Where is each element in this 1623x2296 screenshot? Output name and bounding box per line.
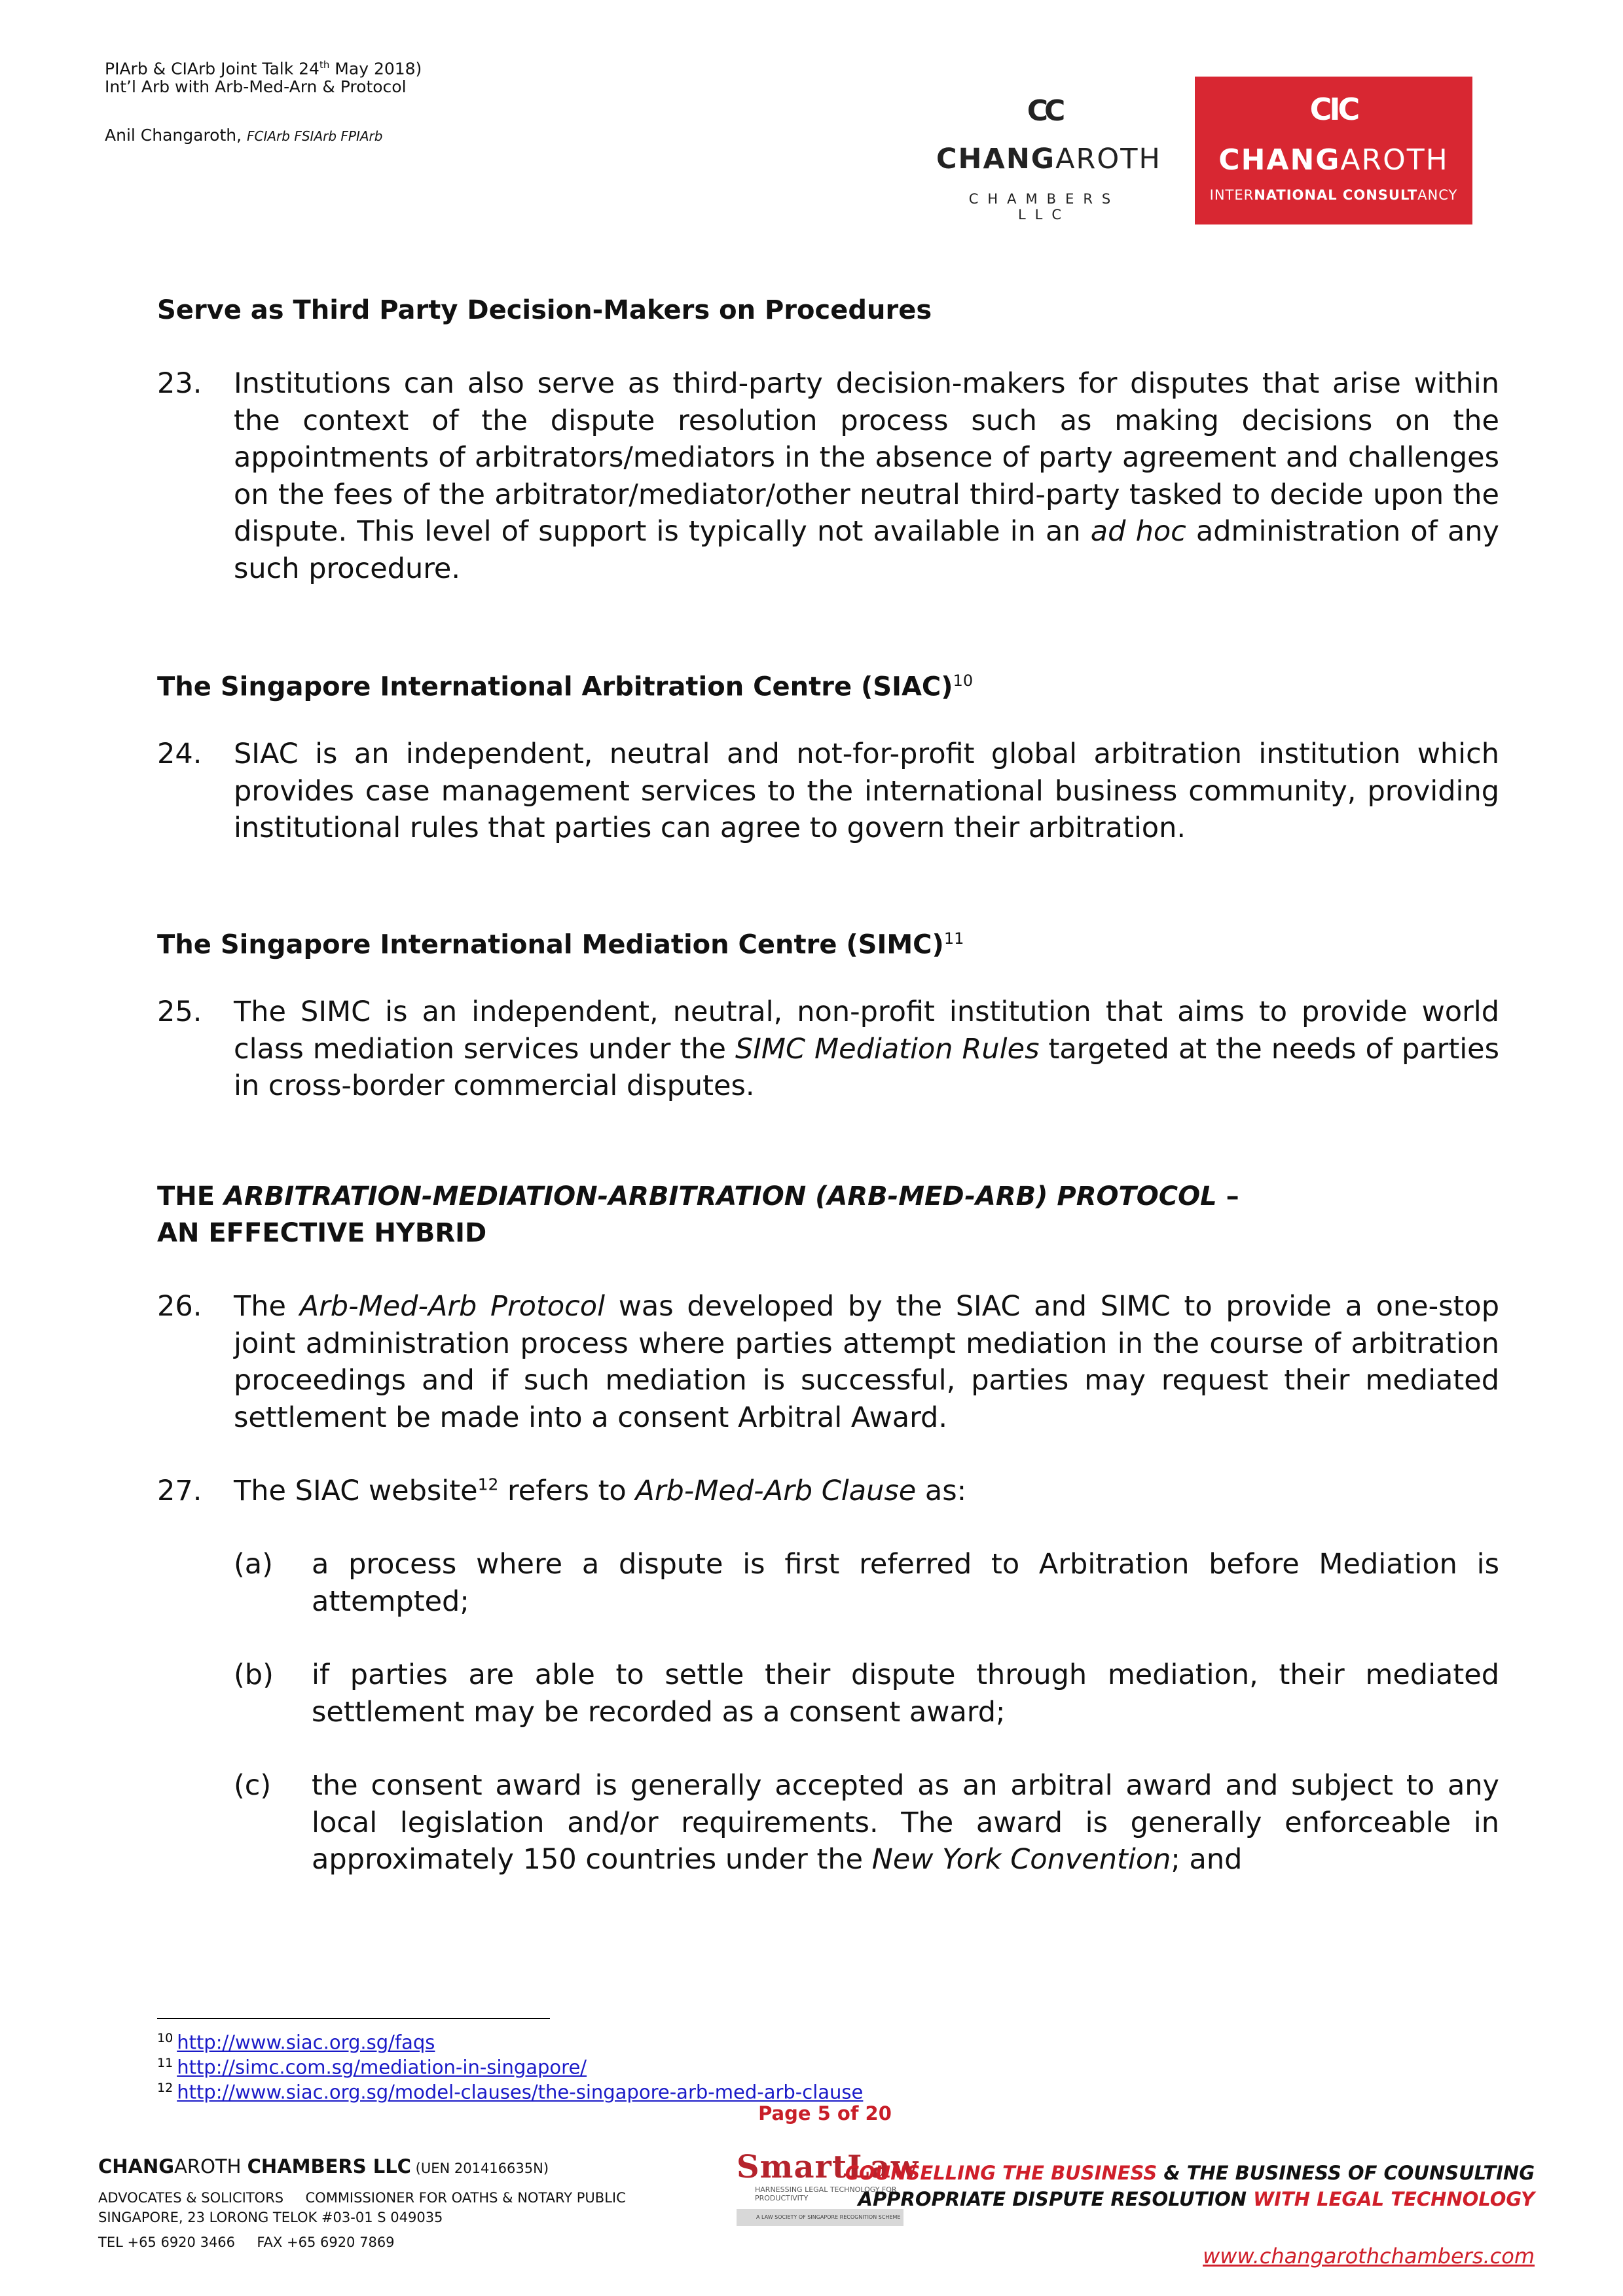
logo-mark-icon: CIC	[1309, 92, 1358, 127]
footnote-10: $^{10}$ http://www.siac.org.sg/faqs	[157, 2031, 435, 2054]
smartlaw-badge: SmartLaw HARNESSING LEGAL TECHNOLOGY FOR PRODUCTIVITY A LAW SOCIETY OF SINGAPORE RECOGNITION SCHEME	[737, 2149, 903, 2248]
paragraph-27: 27. The SIAC website$^{12}$ refers to Arb-Med-Arb Clause as:	[157, 1475, 967, 1507]
footnote-11: $^{11}$ http://simc.com.sg/mediation-in-singapore/	[157, 2056, 587, 2079]
list-item-a: (a) a process where a dispute is first referred to Arbitration before Mediation is attempted;	[234, 1548, 1499, 1618]
logo-mark-icon: CC	[1027, 94, 1062, 128]
footnote-link[interactable]: http://www.siac.org.sg/model-clauses/the-singapore-arb-med-arb-clause	[177, 2081, 864, 2104]
footer-contact: TEL +65 6920 3466 FAX +65 6920 7869	[98, 2234, 395, 2250]
header-event-line: PIArb & CIArb Joint Talk 24th May 2018)	[105, 59, 422, 79]
header-author-line: Anil Changaroth, FCIArb FSIArb FPIArb	[105, 126, 383, 145]
footnote-divider	[157, 2018, 550, 2019]
footer-address: SINGAPORE, 23 LORONG TELOK #03-01 S 049035	[98, 2210, 443, 2225]
paragraph-25: 25. The SIMC is an independent, neutral, non-profit institution that aims to provide world class mediation services under the SIMC Mediation Rules targeted at the needs of parties in cross-border commercial disputes.	[157, 996, 1500, 1102]
footer-firm-name: CHANGAROTH CHAMBERS LLC (UEN 201416635N)	[98, 2155, 549, 2178]
changaroth-consultancy-logo: CIC CHANGAROTH INTERNATIONAL CONSULTANCY	[1195, 77, 1472, 224]
footer-website-link[interactable]: www.changarothchambers.com	[1203, 2244, 1535, 2269]
section-heading-simc: The Singapore International Mediation Centre (SIMC)$^{11}$	[157, 929, 964, 960]
footnote-link[interactable]: http://www.siac.org.sg/faqs	[177, 2031, 435, 2054]
footer-slogan-2: APPROPRIATE DISPUTE RESOLUTION WITH LEGAL TECHNOLOGY	[858, 2188, 1535, 2210]
header-topic-line: Int’l Arb with Arb-Med-Arn & Protocol	[105, 77, 407, 96]
section-heading-arb-med-arb: THE ARBITRATION-MEDIATION-ARBITRATION (ARB-MED-ARB) PROTOCOL – AN EFFECTIVE HYBRID	[157, 1181, 1239, 1248]
footer-slogan-1: COUNSELLING THE BUSINESS & THE BUSINESS OF COUNSULTING	[845, 2162, 1535, 2184]
section-heading-siac: The Singapore International Arbitration Centre (SIAC)$^{10}$	[157, 672, 974, 702]
smartlaw-logo: SmartLaw	[737, 2149, 919, 2185]
paragraph-23: 23. Institutions can also serve as third-party decision-makers for disputes that arise within the context of the dispute resolution process such as making decisions on the appointments of arbitrators/mediators in the absence of party agreement and challenges on the fees of the arbitrator/mediator/other neutral third-party tasked to decide upon the dispute. This level of support is typically not available in an ad hoc administration of any such procedure.	[157, 367, 1499, 585]
paragraph-24: 24. SIAC is an independent, neutral and not-for-profit global arbitration institution which provides case management services to the international business community, providing institutional rules that parties can agree to govern their arbitration.	[157, 738, 1499, 844]
footnote-12: $^{12}$ http://www.siac.org.sg/model-clauses/the-singapore-arb-med-arb-clause	[157, 2081, 864, 2104]
list-item-b: (b) if parties are able to settle their dispute through mediation, their mediated settlement may be recorded as a consent award;	[234, 1659, 1499, 1729]
page-number: Page 5 of 20	[758, 2102, 892, 2125]
paragraph-26: 26. The Arb-Med-Arb Protocol was developed by the SIAC and SIMC to provide a one-stop joint administration process where parties attempt mediation in the course of arbitration proceedings and if such mediation is successful, parties may request their mediated settlement be made into a consent Arbitral Award.	[157, 1290, 1500, 1434]
footer-firm-roles: ADVOCATES & SOLICITORS COMMISSIONER FOR OATHS & NOTARY PUBLIC	[98, 2190, 626, 2206]
section-heading-third-party: Serve as Third Party Decision-Makers on Procedures	[157, 295, 932, 325]
list-item-c: (c) the consent award is generally accepted as an arbitral award and subject to any local legislation and/or requirements. The award is generally enforceable in approximately 150 countries under the New York Convention; and	[234, 1769, 1499, 1876]
changaroth-chambers-logo: CC CHANGAROTH CHAMBERS LLC	[936, 92, 1152, 236]
footnote-link[interactable]: http://simc.com.sg/mediation-in-singapore/	[177, 2056, 587, 2079]
